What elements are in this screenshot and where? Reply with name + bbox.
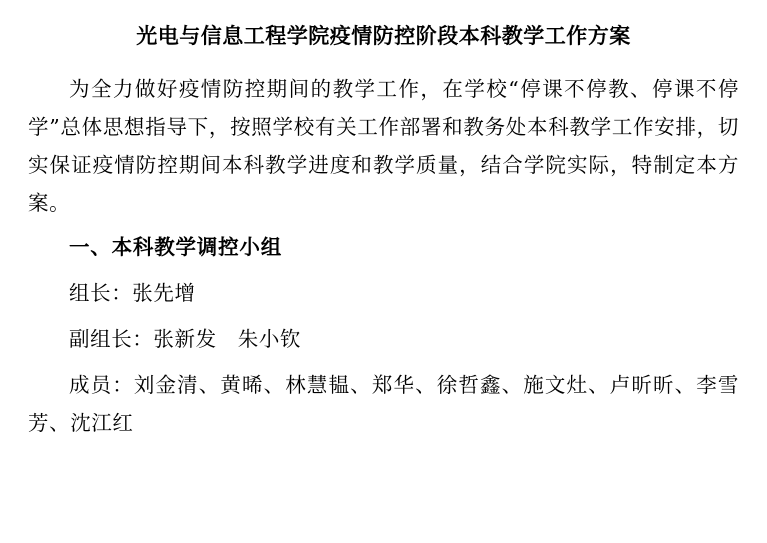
section-heading-1: 一、本科教学调控小组 (69, 235, 282, 259)
page-title: 光电与信息工程学院疫情防控阶段本科教学工作方案 (136, 24, 631, 48)
list-item: 成员：刘金清、黄晞、林慧韫、郑华、徐哲鑫、施文灶、卢昕昕、李雪芳、沈江红 (28, 373, 739, 435)
list-item: 副组长：张新发 朱小钦 (69, 327, 302, 351)
list-item: 组长：张先增 (69, 281, 196, 305)
intro-paragraph: 为全力做好疫情防控期间的教学工作，在学校“停课不停教、停课不停学”总体思想指导下，按照学校有关工作部署和教务处本科教学工作安排，切实保证疫情防控期间本科教学进度和教学质量，结合学院实际，特制定本方案。 (28, 77, 739, 215)
